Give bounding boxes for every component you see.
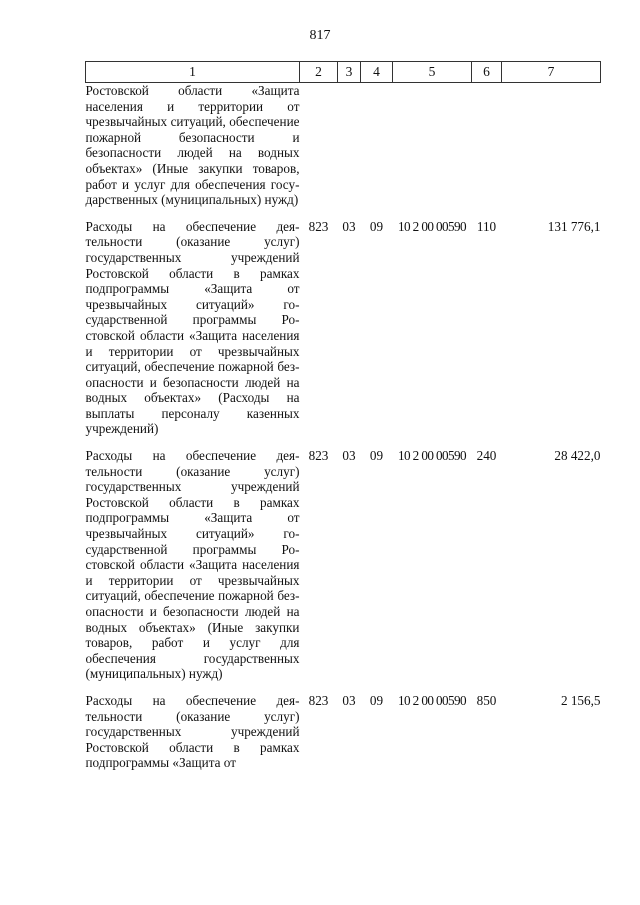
section-code <box>338 83 361 219</box>
subsection-code: 09 <box>369 692 384 708</box>
column-header-2: 2 <box>300 62 338 83</box>
expense-type-code <box>472 83 502 219</box>
row-description: Расходы на обеспечение деятельности (оказание услуг) государственных учреждений Ростовской области в рамках подпрограммы «Защита от чрезвычайных ситуаций» государственной программы Ростовской области «Защита населения и территории от чрезвычайных ситуаций, обеспечение пожарной безопасности и безопасности людей на водных объектах» (Расходы на выплаты персоналу казенных учреждений) <box>85 218 300 437</box>
section-code: 03 <box>342 692 356 708</box>
page-number: 817 <box>309 28 331 43</box>
expense-type-code: 850 <box>476 692 497 708</box>
subsection-code <box>361 83 393 219</box>
row-description: Ростовской области «Защита населения и территории от чрезвычайных ситуаций, обеспечение пожарной безопасности и безопасности людей на водных объектах» (Иные закупки товаров, работ и услуг для обеспечения государственных (муниципальных) нужд) <box>85 83 300 208</box>
amount <box>502 83 601 219</box>
table-row <box>86 448 601 693</box>
column-header-5: 5 <box>393 62 472 83</box>
section-code: 03 <box>342 218 356 234</box>
table-row <box>86 83 601 219</box>
ministry-code: 823 <box>308 692 329 708</box>
ministry-code: 823 <box>308 218 329 234</box>
column-header-1: 1 <box>86 62 300 83</box>
row-description: Расходы на обеспечение деятельности (оказание услуг) государственных учреждений Ростовской области в рамках подпрограммы «Защита от чрезвычайных ситуаций» государственной программы Ростовской области «Защита населения и территории от чрезвычайных ситуаций, обеспечение пожарной безопасности и безопасности людей на водных объектах» (Иные закупки товаров, работ и услуг для обеспечения государственных (муниципальных) нужд) <box>85 448 300 682</box>
subsection-code: 09 <box>369 218 384 234</box>
expense-type-code: 110 <box>476 218 497 234</box>
target-article-code: 10 2 00 00590 <box>397 448 467 464</box>
ministry-code: 823 <box>308 448 329 464</box>
amount: 2 156,5 <box>560 692 601 708</box>
amount: 28 422,0 <box>554 448 601 464</box>
budget-table <box>85 61 601 771</box>
target-article-code: 10 2 00 00590 <box>397 692 467 708</box>
row-description: Расходы на обеспечение деятельности (оказание услуг) государственных учреждений Ростовской области в рамках подпрограммы «Защита от <box>85 692 300 771</box>
column-header-7: 7 <box>502 62 601 83</box>
section-code: 03 <box>342 448 356 464</box>
target-article-code <box>393 83 472 219</box>
column-header-4: 4 <box>361 62 393 83</box>
column-header-3: 3 <box>338 62 361 83</box>
target-article-code: 10 2 00 00590 <box>397 218 467 234</box>
column-header-6: 6 <box>472 62 502 83</box>
expense-type-code: 240 <box>476 448 497 464</box>
ministry-code <box>300 83 338 219</box>
table-row <box>86 693 601 771</box>
table-header <box>86 62 601 83</box>
table-row <box>86 219 601 448</box>
subsection-code: 09 <box>369 448 384 464</box>
amount: 131 776,1 <box>547 218 601 234</box>
